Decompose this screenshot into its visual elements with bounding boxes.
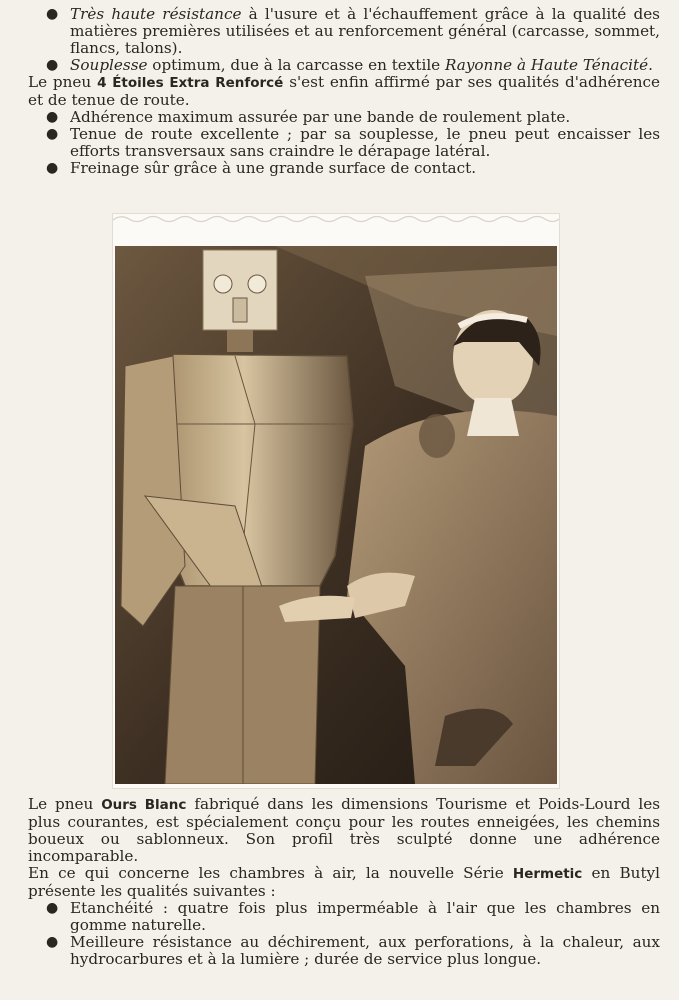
brand-name: Hermetic: [512, 866, 583, 882]
bullet-icon: ●: [46, 160, 59, 176]
list-item: ● Etanchéité : quatre fois plus imperméable à l'air que les chambres en gomme naturelle.: [46, 899, 660, 934]
ours-blanc-paragraph: Le pneu Ours Blanc fabriqué dans les dimensions Tourisme et Poids-Lourd les plus courantes, est spécialement conçu pour les routes enneigées, les chemins boueux ou sablonneux. Son profil très sculpté donne une adhérence incomparable.: [28, 795, 661, 865]
brand-name: Ours Blanc: [101, 797, 187, 813]
bullet-icon: ●: [46, 934, 59, 950]
bullet-icon: ●: [46, 6, 59, 22]
list-item: ● Très haute résistance à l'usure et à l'échauffement grâce à la qualité des matières premières utilisées et au renforcement général (carcasse, sommet, flancs, talons).: [46, 5, 660, 57]
photo-card: [113, 214, 559, 788]
bullet-icon: ●: [46, 109, 59, 125]
bullet-icon: ●: [46, 900, 59, 916]
bullet-icon: ●: [46, 57, 59, 73]
list-item: ● Souplesse optimum, due à la carcasse en textile Rayonne à Haute Ténacité.: [46, 56, 653, 74]
robot-handshake-photo: [115, 246, 557, 784]
bottom-text-block: [28, 796, 660, 968]
properties-list: [28, 6, 660, 74]
hermetic-paragraph: En ce qui concerne les chambres à air, la nouvelle Série Hermetic en Butyl présente les qualités suivantes :: [28, 864, 660, 900]
qualities-list: [28, 109, 660, 177]
deckled-edge: [113, 210, 559, 244]
bullet-icon: ●: [46, 126, 59, 142]
brand-name: 4 Étoiles Extra Renforcé: [97, 75, 284, 91]
top-text-block: [28, 6, 660, 177]
hermetic-qualities-list: [28, 900, 660, 968]
list-item: ● Meilleure résistance au déchirement, aux perforations, à la chaleur, aux hydrocarbures et à la lumière ; durée de service plus longue.: [46, 933, 660, 968]
tire-4-etoiles-paragraph: Le pneu 4 Étoiles Extra Renforcé s'est enfin affirmé par ses qualités d'adhérence et de tenue de route.: [28, 73, 660, 109]
list-item: ● Freinage sûr grâce à une grande surface de contact.: [46, 159, 477, 177]
list-item: ● Adhérence maximum assurée par une bande de roulement plate.: [46, 108, 571, 126]
list-item: ● Tenue de route excellente ; par sa souplesse, le pneu peut encaisser les efforts transversaux sans craindre le dérapage latéral.: [46, 125, 660, 160]
